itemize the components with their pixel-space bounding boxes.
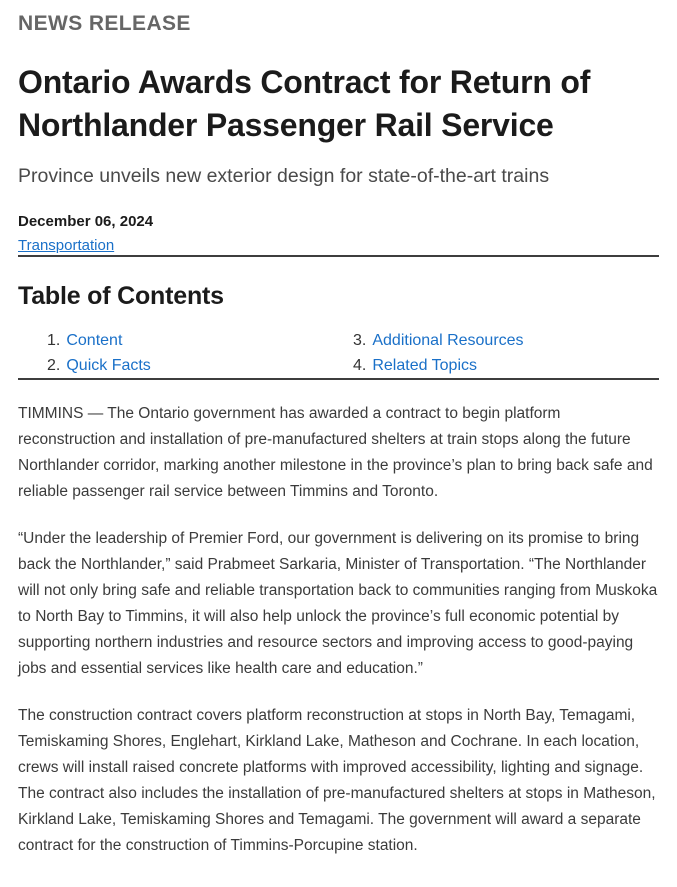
toc-column-left <box>47 329 353 378</box>
toc-item-related-topics <box>353 354 659 379</box>
divider-header <box>18 255 659 257</box>
body-paragraph-1: TIMMINS — The Ontario government has awarded a contract to begin platform reconstruction and installation of pre-manufactured shelters at train stops along the future Northlander corridor, marking another milestone in the province’s plan to bring back safe and reliable passenger rail service between Timmins and Toronto. <box>18 405 653 500</box>
page-subtitle: Province unveils new exterior design for state-of-the-art trains <box>18 165 550 187</box>
toc-item-additional-resources <box>353 329 659 354</box>
toc-list <box>18 329 659 378</box>
page-title: Ontario Awards Contract for Return of Northlander Passenger Rail Service <box>18 64 591 143</box>
toc-heading: Table of Contents <box>18 282 224 310</box>
toc-item-number: 4. <box>353 356 367 374</box>
body-paragraph-3: The construction contract covers platform reconstruction at stops in North Bay, Temagami, Temiskaming Shores, Englehart, Kirkland Lake, Matheson and Cochrane. In each location, crews will install raised concrete platforms with improved accessibility, lighting and signage. The contract also includes the installation of pre-manufactured shelters at stops in Matheson, Kirkland Lake, Temiskaming Shores and Temagami. The government will award a separate contract for the construction of Timmins-Porcupine station. <box>18 707 656 854</box>
release-date: December 06, 2024 <box>18 213 154 230</box>
toc-item-number: 2. <box>47 356 61 374</box>
toc-link-content[interactable]: Content <box>66 332 123 349</box>
divider-toc <box>18 378 659 380</box>
body-paragraph-2: “Under the leadership of Premier Ford, our government is delivering on its promise to bring back the Northlander,” said Prabmeet Sarkaria, Minister of Transportation. “The Northlander will not only bring safe and reliable transportation back to communities ranging from Muskoka to North Bay to Timmins, it will also help unlock the province’s full economic potential by supporting northern industries and resource sectors and improving access to good-paying jobs and essential services like health care and education.” <box>18 530 658 677</box>
toc-link-additional-resources[interactable]: Additional Resources <box>372 332 524 349</box>
toc-link-quick-facts[interactable]: Quick Facts <box>66 356 151 374</box>
toc-link-related-topics[interactable]: Related Topics <box>372 356 477 374</box>
article-body <box>18 401 661 859</box>
toc-item-quick-facts <box>47 354 353 379</box>
topic-link-transportation[interactable]: Transportation <box>18 237 115 254</box>
toc-item-number: 3. <box>353 332 367 349</box>
news-release-kicker: NEWS RELEASE <box>18 12 191 35</box>
toc-item-number: 1. <box>47 332 61 349</box>
toc-column-right <box>353 329 659 378</box>
toc-item-content <box>47 329 353 354</box>
